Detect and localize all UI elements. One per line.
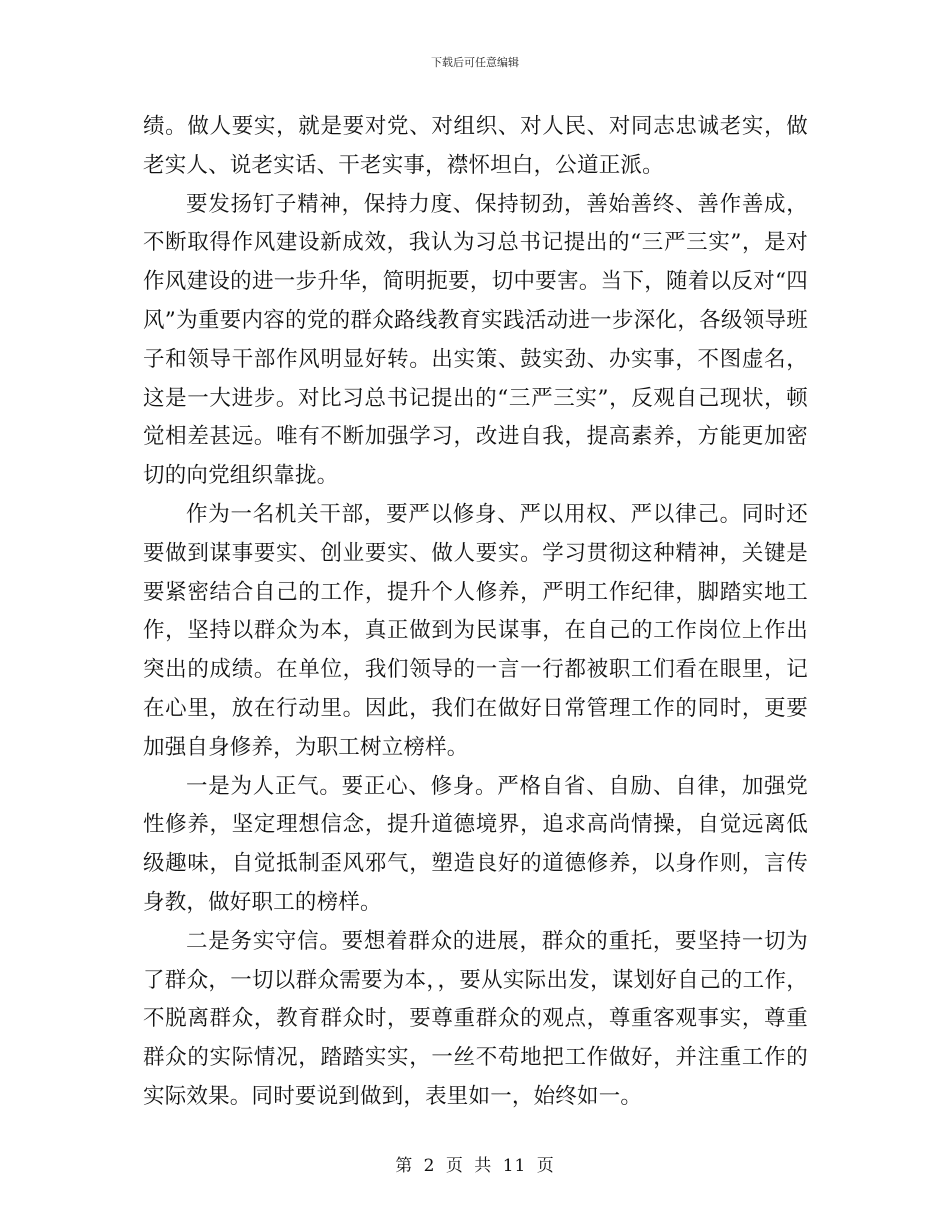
paragraph-point-one: 一是为人正气。要正心、修身。严格自省、自励、自律，加强党性修养，坚定理想信念，提升道德境界，追求高尚情操，自觉远离低级趣味，自觉抵制歪风邪气，塑造良好的道德修养，以身作则，言传身教，做好职工的榜样。 bbox=[143, 773, 808, 915]
page-number: 第 2 页 共 11 页 bbox=[395, 1156, 555, 1176]
document-body bbox=[143, 108, 808, 1117]
paragraph-nail-spirit: 要发扬钉子精神，保持力度、保持韧劲，善始善终、善作善成，不断取得作风建设新成效，我认为习总书记提出的“三严三实”，是对作风建设的进一步升华，简明扼要，切中要害。当下，随着以反对“四风”为重要内容的党的群众路线教育实践活动进一步深化，各级领导班子和领导干部作风明显好转。出实策、鼓实劲、办实事，不图虚名，这是一大进步。对比习总书记提出的“三严三实”，反观自己现状，顿觉相差甚远。唯有不断加强学习，改进自我，提高素养，方能更加密切的向党组织靠拢。 bbox=[143, 191, 808, 489]
paragraph-point-two: 二是务实守信。要想着群众的进展，群众的重托，要坚持一切为了群众，一切以群众需要为本，，要从实际出发，谋划好自己的工作，不脱离群众，教育群众时，要尊重群众的观点，尊重客观事实，尊重群众的实际情况，踏踏实实，一丝不苟地把工作做好，并注重工作的实际效果。同时要说到做到，表里如一，始终如一。 bbox=[143, 928, 808, 1109]
paragraph-continuation: 绩。做人要实，就是要对党、对组织、对人民、对同志忠诚老实，做老实人、说老实话、干老实事，襟怀坦白，公道正派。 bbox=[143, 114, 808, 178]
header-note: 下载后可任意编辑 bbox=[431, 56, 519, 69]
paragraph-cadre-duty: 作为一名机关干部，要严以修身、严以用权、严以律己。同时还要做到谋事要实、创业要实、做人要实。学习贯彻这种精神，关键是要紧密结合自己的工作，提升个人修养，严明工作纪律，脚踏实地工作，坚持以群众为本，真正做到为民谋事，在自己的工作岗位上作出突出的成绩。在单位，我们领导的一言一行都被职工们看在眼里，记在心里，放在行动里。因此，我们在做好日常管理工作的同时，更要加强自身修养，为职工树立榜样。 bbox=[143, 501, 808, 760]
